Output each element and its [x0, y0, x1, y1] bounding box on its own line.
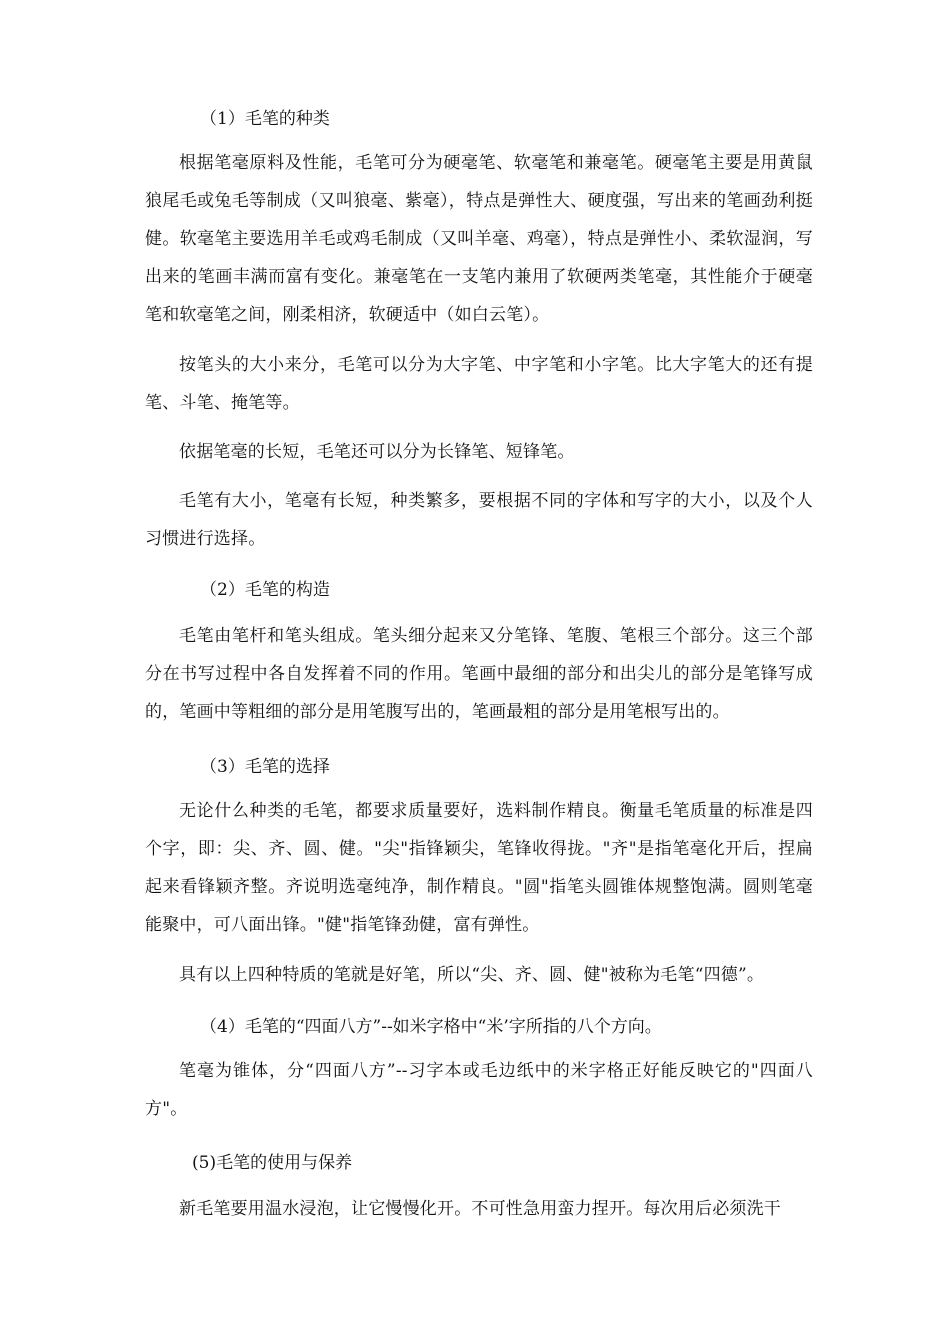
section-heading-1: （1）毛笔的种类	[200, 109, 330, 129]
paragraph-four-virtues: 具有以上四种特质的笔就是好笔，所以“尖、齐、圆、健"被称为毛笔“四德”。	[179, 965, 765, 985]
paragraph-brush-structure: 毛笔由笔杆和笔头组成。笔头细分起来又分笔锋、笔腹、笔根三个部分。这三个部分在书写过程中各自发挥着不同的作用。笔画中最细的部分和出尖儿的部分是笔锋写成的，笔画中等粗细的部分是用笔腹写出的，笔画最粗的部分是用笔根写出的。	[145, 626, 813, 722]
section-heading-4: （4）毛笔的“四面八方”--如米字格中“米’字所指的八个方向。	[200, 1017, 662, 1037]
paragraph-four-sides-eight-directions: 笔毫为锥体，分“四面八方”--习字本或毛边纸中的米字格正好能反映它的"四面八方"。	[145, 1061, 813, 1119]
paragraph-brush-selection-note: 毛笔有大小，笔毫有长短，种类繁多，要根据不同的字体和写字的大小，以及个人习惯进行选择。	[145, 491, 813, 549]
paragraph-brush-quality: 无论什么种类的毛笔，都要求质量要好，选料制作精良。衡量毛笔质量的标准是四个字，即：尖、齐、圆、健。"尖"指锋颖尖，笔锋收得拢。"齐"是指笔毫化开后，捏扁起来看锋颖齐整。齐说明选毫纯净，制作精良。"圆"指笔头圆锥体规整饱满。圆则笔毫能聚中，可八面出锋。"健"指笔锋劲健，富有弹性。	[145, 801, 813, 935]
paragraph-brush-care: 新毛笔要用温水浸泡，让它慢慢化开。不可性急用蛮力捏开。每次用后必须洗干	[179, 1199, 781, 1219]
paragraph-brush-sizes: 按笔头的大小来分，毛笔可以分为大字笔、中字笔和小字笔。比大字笔大的还有提笔、斗笔、掩笔等。	[145, 355, 813, 413]
paragraph-brush-types: 根据笔毫原料及性能，毛笔可分为硬毫笔、软毫笔和兼毫笔。硬毫笔主要是用黄鼠狼尾毛或兔毛等制成（又叫狼毫、紫毫），特点是弹性大、硬度强，写出来的笔画劲利挺健。软毫笔主要选用羊毛或鸡毛制成（又叫羊毫、鸡毫），特点是弹性小、柔软湿润，写出来的笔画丰满而富有变化。兼毫笔在一支笔内兼用了软硬两类笔毫，其性能介于硬毫笔和软毫笔之间，刚柔相济，软硬适中（如白云笔）。	[145, 153, 813, 325]
paragraph-brush-lengths: 依据笔毫的长短，毛笔还可以分为长锋笔、短锋笔。	[179, 442, 575, 462]
section-heading-5: (5)毛笔的使用与保养	[192, 1153, 353, 1173]
section-heading-2: （2）毛笔的构造	[200, 580, 330, 600]
section-heading-3: （3）毛笔的选择	[200, 757, 330, 777]
